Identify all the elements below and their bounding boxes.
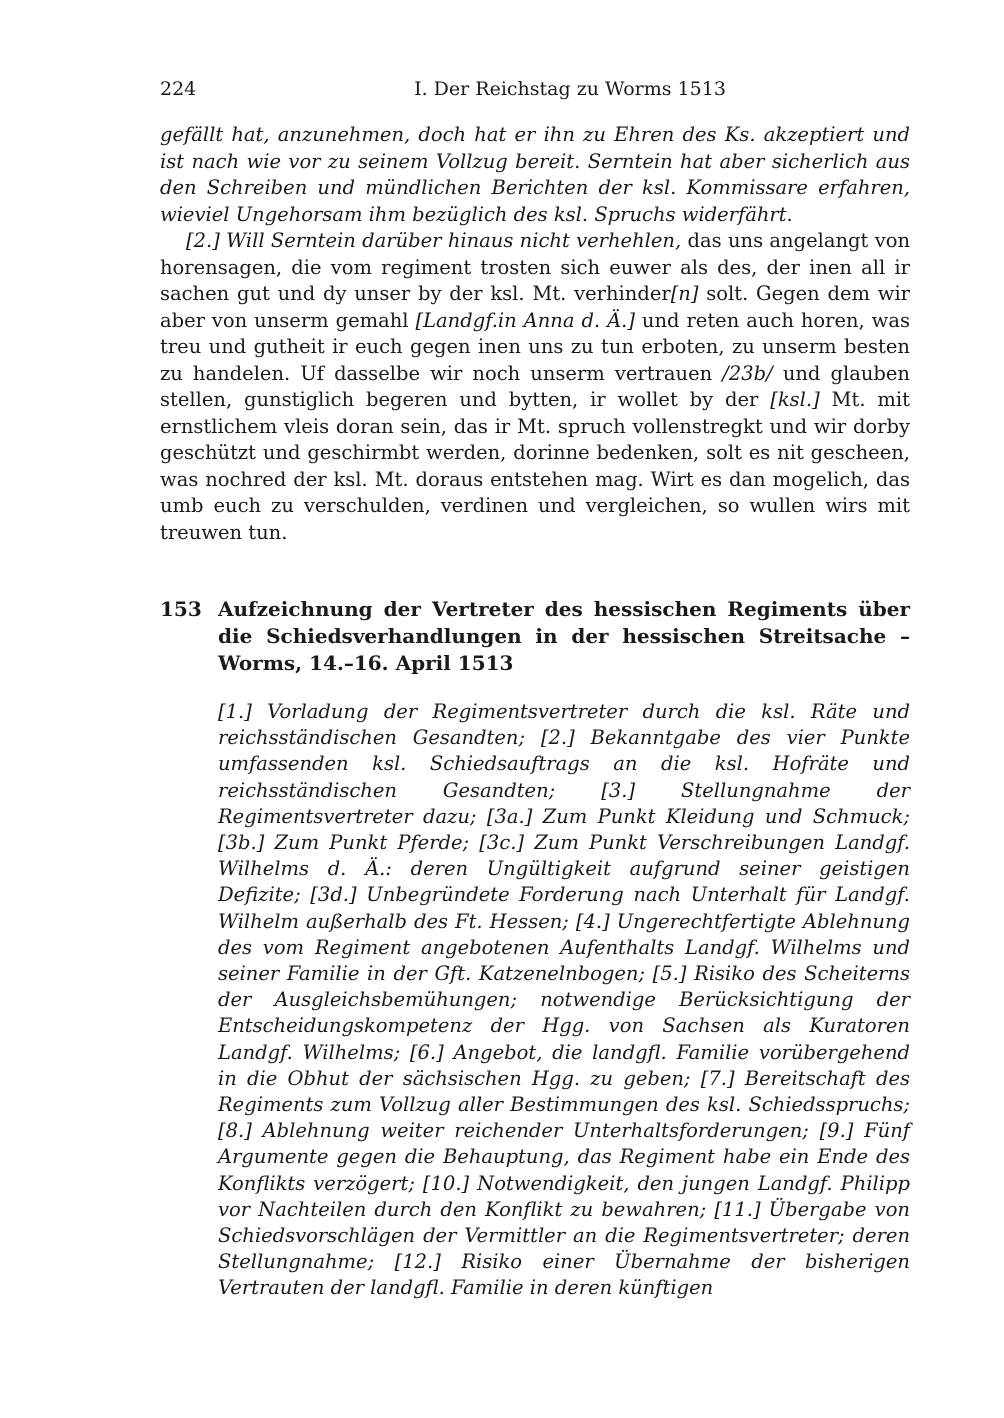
- editorial-annotation-ksl: [ksl.]: [770, 388, 820, 411]
- paragraph-2: [160, 228, 910, 546]
- editorial-annotation-anna: [Landgf.in Anna d. Ä.]: [415, 308, 635, 332]
- paragraph-2-text-2: solt. Gegen dem wir aber von unserm gemahl: [160, 282, 911, 332]
- document-title: Aufzeichnung der Vertreter des hessischen Regiments über die Schiedsverhandlungen in der hessischen Streitsache – Worms, 14.–16. April 1513: [218, 597, 910, 675]
- editorial-insertion-n: [n]: [670, 282, 699, 305]
- running-head: I. Der Reichstag zu Worms 1513: [414, 78, 726, 100]
- paragraph-2-text-3: und reten auch horen, was treu und gutheit ir euch gegen inen uns zu tun erboten, zu unserm besten zu handelen. Uf dasselbe wir noch unserm vertrauen: [160, 308, 911, 385]
- page-number: 224: [160, 78, 197, 100]
- paragraph-2-text-4: und glauben stellen, gunstiglich begeren und bytten, ir wollet by der: [160, 361, 910, 411]
- paragraph-2-text-1: das uns angelangt von horensagen, die vom regiment trosten sich euwer als des, der inen all ir sachen gut und dy unser by der ksl. Mt. verhinder: [160, 229, 911, 305]
- paragraph-2-lead: [2.] Will Serntein darüber hinaus nicht verhehlen,: [186, 229, 682, 252]
- intro-paragraph: gefällt hat, anzunehmen, doch hat er ihn zu Ehren des Ks. akzeptiert und ist nach wie vor zu seinem Vollzug bereit. Serntein hat aber sicherlich aus den Schreiben und mündlichen Berichten der ksl. Kommissare erfahren, wieviel Ungehorsam ihm bezüglich des ksl. Spruchs widerfährt.: [160, 123, 910, 226]
- page: [160, 78, 910, 1302]
- document-heading: [160, 596, 910, 677]
- folio-marker: /23b/: [722, 361, 773, 385]
- paragraph-2-text-5: Mt. mit ernstlichem vleis doran sein, das ir Mt. spruch vollenstregkt und wir dorby geschützt und geschirmbt werden, dorinne bedenken, solt es nit gescheen, was nochred der ksl. Mt. doraus entstehen mag. Wirt es dan mogelich, das umb euch zu verschulden, verdinen und vergleichen, so wullen wirs mit treuwen tun.: [160, 388, 910, 544]
- document-number: 153: [160, 597, 202, 621]
- page-header: [160, 78, 910, 108]
- document-regest: [1.] Vorladung der Regimentsvertreter durch die ksl. Räte und reichsständischen Gesandten; [2.] Bekanntgabe des vier Punkte umfassenden ksl. Schiedsauftrags an die ksl. Hofräte und reichsständischen Gesandten; [3.] Stellungnahme der Regimentsvertreter dazu; [3a.] Zum Punkt Kleidung und Schmuck; [3b.] Zum Punkt Pferde; [3c.] Zum Punkt Verschreibungen Landgf. Wilhelms d. Ä.: deren Ungültigkeit aufgrund seiner geistigen Defizite; [3d.] Unbegründete Forderung nach Unterhalt für Landgf. Wilhelm außerhalb des Ft. Hessen; [4.] Ungerechtfertigte Ablehnung des vom Regiment angebotenen Aufenthalts Landgf. Wilhelms und seiner Familie in der Gft. Katzenelnbogen; [5.] Risiko des Scheiterns der Ausgleichsbemühungen; notwendige Berücksichtigung der Entscheidungskompetenz der Hgg. von Sachsen als Kuratoren Landgf. Wilhelms; [6.] Angebot, die landgfl. Familie vorübergehend in die Obhut der sächsischen Hgg. zu geben; [7.] Bereitschaft des Regiments zum Vollzug aller Bestimmungen des ksl. Schiedsspruchs; [8.] Ablehnung weiter reichender Unterhaltsforderungen; [9.] Fünf Argumente gegen die Behauptung, das Regiment habe ein Ende des Konflikts verzögert; [10.] Notwendigkeit, den jungen Landgf. Philipp vor Nachteilen durch den Konflikt zu bewahren; [11.] Übergabe von Schiedsvorschlägen der Vermittler an die Regimentsvertreter; deren Stellungnahme; [12.] Risiko einer Übernahme der bisherigen Vertrauten der landgfl. Familie in deren künftigen: [218, 700, 910, 1300]
